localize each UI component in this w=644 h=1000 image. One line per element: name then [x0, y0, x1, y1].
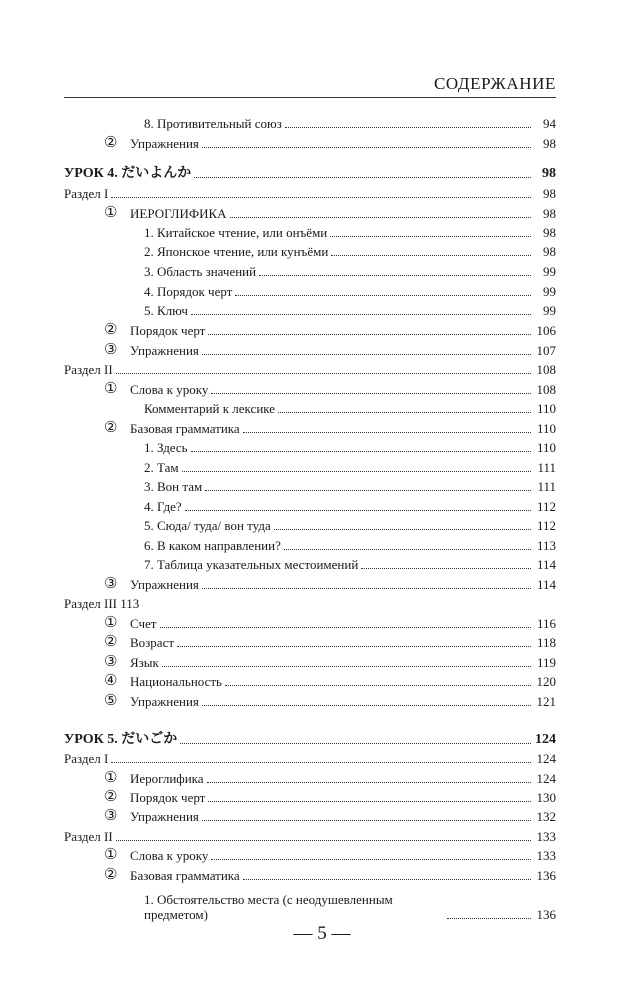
- toc-entry: [64, 339, 556, 358]
- toc-entry-page: 119: [536, 655, 556, 670]
- toc-entry-page: 124: [536, 751, 556, 766]
- dot-leader: [230, 217, 531, 218]
- dot-leader: [274, 529, 531, 530]
- toc-entry: [64, 592, 556, 611]
- dot-leader: [160, 627, 532, 628]
- dot-leader: [331, 255, 531, 256]
- toc-entry-title: Счет: [130, 616, 157, 631]
- toc-entry-title: 3. Вон там: [144, 479, 203, 494]
- circled-number-marker: ③: [104, 342, 118, 358]
- toc-entry-title: 5. Сюда/ туда/ вон туда: [144, 518, 271, 533]
- toc-entry-page: 94: [543, 116, 556, 131]
- toc-entry-page: 133: [536, 848, 556, 863]
- toc-entry-page: 110: [536, 421, 556, 436]
- circled-number-marker: ②: [104, 634, 118, 650]
- toc-entry: [64, 495, 556, 514]
- toc-entry: [64, 240, 556, 259]
- toc-entry: [64, 182, 556, 201]
- dot-leader: [185, 510, 531, 511]
- dot-leader: [235, 295, 531, 296]
- toc-entry-page: 98: [543, 206, 556, 221]
- toc-entry-title: Возраст: [130, 635, 175, 650]
- toc-entry-page: 107: [536, 343, 556, 358]
- circled-number-marker: ②: [104, 789, 118, 805]
- toc-entry-title: Раздел I: [64, 751, 109, 766]
- dot-leader: [207, 782, 531, 783]
- page-number: — 5 —: [293, 923, 351, 944]
- dot-leader: [208, 801, 531, 802]
- toc-entry-page: 116: [536, 616, 556, 631]
- circled-number-marker: ①: [104, 205, 118, 221]
- dot-leader: [116, 840, 531, 841]
- toc-entry: [64, 767, 556, 786]
- circled-number-marker: ③: [104, 808, 118, 824]
- toc-entry-page: 136: [536, 907, 556, 922]
- toc-entry: [64, 378, 556, 397]
- toc-entry-title: Порядок черт: [130, 790, 206, 805]
- toc-entry-page: 111: [537, 479, 556, 494]
- toc-entry: [64, 221, 556, 240]
- toc-entry-page: 121: [536, 694, 556, 709]
- dot-leader: [285, 127, 531, 128]
- toc-entry-title: 1. Здесь: [144, 440, 188, 455]
- circled-number-marker: ②: [104, 867, 118, 883]
- toc-entry-page: 124: [535, 732, 556, 747]
- toc-entry-title: 3. Область значений: [144, 264, 257, 279]
- toc-entry: [64, 651, 556, 670]
- toc-entry: [64, 690, 556, 709]
- toc-entry-page: 120: [536, 674, 556, 689]
- toc-entry-page: 98: [543, 225, 556, 240]
- toc-entry-title: Упражнения: [130, 343, 199, 358]
- toc-entry-title: Упражнения: [130, 694, 199, 709]
- dot-leader: [202, 147, 531, 148]
- dot-leader: [111, 197, 531, 198]
- dot-leader: [202, 705, 531, 706]
- toc-entry: [64, 280, 556, 299]
- toc-entry: [64, 456, 556, 475]
- dot-leader: [180, 743, 531, 744]
- toc-entry-title: Слова к уроку: [130, 848, 209, 863]
- toc-entry-page: 111: [537, 460, 556, 475]
- toc-entry-title: 5. Ключ: [144, 303, 188, 318]
- dot-leader: [182, 471, 531, 472]
- toc-entry-title: 4. Где?: [144, 499, 182, 514]
- toc-entry-page: 98: [543, 244, 556, 259]
- dot-leader: [225, 685, 531, 686]
- toc-entry-page: 99: [543, 303, 556, 318]
- toc-entry-page: 118: [536, 635, 556, 650]
- dot-leader: [202, 588, 531, 589]
- dot-leader: [211, 859, 531, 860]
- dot-leader: [191, 314, 531, 315]
- dot-leader: [278, 412, 531, 413]
- toc-entry-page: 112: [536, 499, 556, 514]
- toc-entry: [64, 534, 556, 553]
- toc-entry-page: 124: [536, 771, 556, 786]
- dot-leader: [162, 666, 531, 667]
- toc-entry-page: 98: [543, 136, 556, 151]
- toc-entry-page: 110: [536, 440, 556, 455]
- toc-entry-title: 2. Там: [144, 460, 179, 475]
- toc-entry-page: 99: [543, 284, 556, 299]
- toc-entry: [64, 844, 556, 863]
- toc-entry-title: Слова к уроку: [130, 382, 209, 397]
- toc-entry: [64, 132, 556, 151]
- circled-number-marker: ③: [104, 654, 118, 670]
- toc-entry-page: 98: [542, 166, 556, 181]
- toc-entry-title: Базовая грамматика: [130, 421, 240, 436]
- circled-number-marker: ④: [104, 673, 118, 689]
- circled-number-marker: ①: [104, 615, 118, 631]
- toc-entry-title: Национальность: [130, 674, 222, 689]
- dot-leader: [361, 568, 531, 569]
- dot-leader: [330, 236, 531, 237]
- toc-entry-title: Упражнения: [130, 809, 199, 824]
- dot-leader: [116, 373, 531, 374]
- toc-entry: [64, 260, 556, 279]
- toc-entry-title: Язык: [130, 655, 159, 670]
- toc-entry-title: 8. Противительный союз: [144, 116, 282, 131]
- toc-entry-page: 113: [536, 538, 556, 553]
- toc-entry-title: 7. Таблица указательных местоимений: [144, 557, 359, 572]
- toc-entry: [64, 631, 556, 650]
- toc-entry: [64, 319, 556, 338]
- toc-entry-page: 114: [536, 557, 556, 572]
- toc-entry-title: УРОК 5. だいごか: [64, 732, 178, 747]
- dot-leader: [211, 393, 531, 394]
- toc-entry-title: 2. Японское чтение, или кунъёми: [144, 244, 329, 259]
- toc-entry: [64, 805, 556, 824]
- toc-entry-title: Упражнения: [130, 136, 199, 151]
- toc-entry: [64, 728, 556, 747]
- toc-entry: [64, 358, 556, 377]
- toc-entry: [64, 417, 556, 436]
- toc-entry-page: 114: [536, 577, 556, 592]
- running-header: СОДЕРЖАНИЕ: [433, 74, 556, 93]
- toc-entry: [64, 514, 556, 533]
- dot-leader: [177, 646, 531, 647]
- toc-entry-title: 6. В каком направлении?: [144, 538, 281, 553]
- header-rule: [64, 97, 556, 98]
- circled-number-marker: ①: [104, 381, 118, 397]
- dot-leader: [259, 275, 531, 276]
- dot-leader: [243, 432, 531, 433]
- toc-entry-page: 130: [536, 790, 556, 805]
- toc-entry-title: УРОК 4. だいよんか: [64, 166, 192, 181]
- toc-entry: [64, 670, 556, 689]
- toc-entry-page: 108: [536, 362, 556, 377]
- toc-entry: [64, 436, 556, 455]
- toc-entry-title: 1. Китайское чтение, или онъёми: [144, 225, 328, 240]
- toc-entry: [64, 162, 556, 181]
- toc-entry-title: Раздел III 113: [64, 596, 140, 611]
- toc-entry-title: 1. Обстоятельство места (с неодушевленным предметом): [144, 892, 393, 922]
- dot-leader: [205, 490, 531, 491]
- toc-entry-title: Порядок черт: [130, 323, 206, 338]
- circled-number-marker: ②: [104, 420, 118, 436]
- toc-entry: [64, 299, 556, 318]
- dot-leader: [208, 334, 531, 335]
- toc-entry: [64, 573, 556, 592]
- toc-entry-title: Комментарий к лексике: [144, 401, 276, 416]
- dot-leader: [447, 918, 531, 919]
- toc-entry: [64, 397, 556, 416]
- circled-number-marker: ①: [104, 770, 118, 786]
- toc-entry-page: 98: [543, 186, 556, 201]
- toc-entry: [64, 612, 556, 631]
- toc-entry-title: Упражнения: [130, 577, 199, 592]
- toc-entry: [64, 112, 556, 131]
- dot-leader: [243, 879, 531, 880]
- circled-number-marker: ②: [104, 135, 118, 151]
- toc-entry-page: 106: [536, 323, 556, 338]
- toc-entry-title: 4. Порядок черт: [144, 284, 233, 299]
- circled-number-marker: ③: [104, 576, 118, 592]
- toc-entry-title: Раздел II: [64, 362, 113, 377]
- toc-entry: [64, 786, 556, 805]
- toc-entry: [64, 884, 556, 922]
- dot-leader: [284, 549, 531, 550]
- toc-entry-title: Иероглифика: [130, 771, 204, 786]
- circled-number-marker: ⑤: [104, 693, 118, 709]
- toc-entry: [64, 825, 556, 844]
- toc-entry-page: 112: [536, 518, 556, 533]
- toc-entry-page: 108: [536, 382, 556, 397]
- toc-entry-title: Раздел I: [64, 186, 109, 201]
- dot-leader: [202, 820, 531, 821]
- circled-number-marker: ②: [104, 322, 118, 338]
- toc-entry-title: Базовая грамматика: [130, 868, 240, 883]
- toc-entry: [64, 202, 556, 221]
- toc-entry-title: Раздел II: [64, 829, 113, 844]
- toc-entry: [64, 747, 556, 766]
- dot-leader: [111, 762, 531, 763]
- toc-entry-page: 99: [543, 264, 556, 279]
- toc-entry-page: 132: [536, 809, 556, 824]
- circled-number-marker: ①: [104, 847, 118, 863]
- dot-leader: [191, 451, 531, 452]
- toc-entry: [64, 475, 556, 494]
- toc-entry-page: 133: [536, 829, 556, 844]
- toc-entry-title: ИЕРОГЛИФИКА: [130, 206, 227, 221]
- toc-entry: [64, 864, 556, 883]
- toc-entry-page: 136: [536, 868, 556, 883]
- dot-leader: [194, 177, 531, 178]
- toc-entry: [64, 553, 556, 572]
- dot-leader: [202, 354, 531, 355]
- toc-entry-page: 110: [536, 401, 556, 416]
